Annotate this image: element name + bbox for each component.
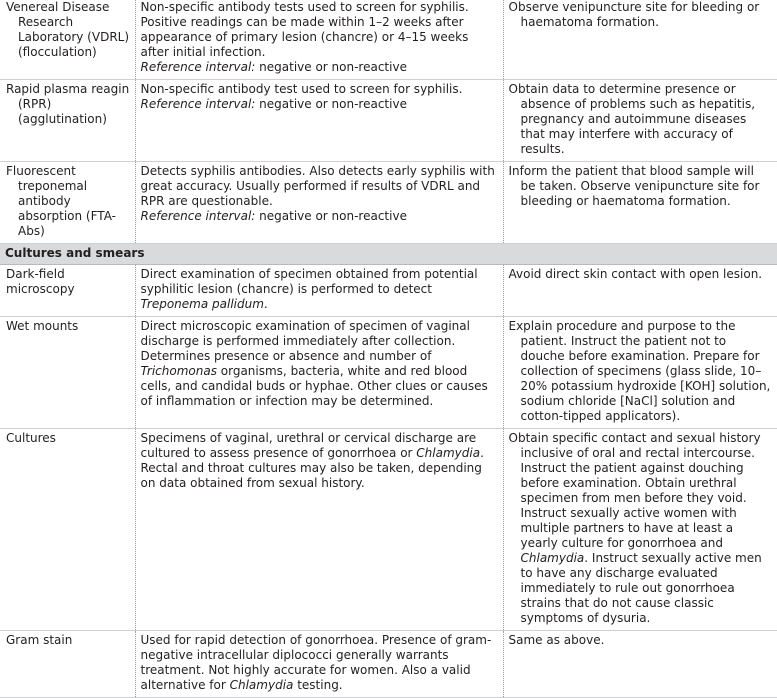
test-description: Direct examination of specimen obtained from potential syphilitic lesion (chancre) is performed to detect Treponema pallidum. (135, 265, 503, 317)
test-description: Direct microscopic examination of specimen of vaginal discharge is performed immediately after collection. Determines presence or absence and number of Trichomonas organisms, bacteria, white and red blood cells, and candidal buds or hyphae. Other clues or causes of inflammation or infection may be determined. (135, 317, 503, 429)
reference-label: Reference interval: (140, 97, 256, 111)
test-name: Venereal Disease Research Laboratory (VDRL) (flocculation) (0, 0, 135, 80)
test-name: Cultures (0, 429, 135, 631)
test-description: Non-specific antibody tests used to screen for syphilis. Positive readings can be made within 1–2 weeks after appearance of primary lesion (chancre) or 4–15 weeks after initial infection. Reference interval: negative or non-reactive (135, 0, 503, 80)
nursing-note: Observe venipuncture site for bleeding or haematoma formation. (503, 0, 777, 80)
test-description: Non-specific antibody test used to screen for syphilis. Reference interval: negative or non-reactive (135, 80, 503, 162)
test-name: Dark-field microscopy (0, 265, 135, 317)
section-title: Cultures and smears (0, 244, 777, 265)
table-row-rpr (0, 80, 777, 162)
nursing-note: Obtain specific contact and sexual history inclusive of oral and rectal intercourse. Instruct the patient against douching before examination. Obtain urethral specimen from men before they void. Instruct sexually active women with multiple partners to have at least a yearly culture for gonorrhoea and Chlamydia. Instruct sexually active men to have any discharge evaluated immediately to rule out gonorrhoea strains that do not cause classic symptoms of dysuria. (503, 429, 777, 631)
nursing-note: Inform the patient that blood sample will be taken. Observe venipuncture site for bleeding or haematoma formation. (503, 162, 777, 244)
nursing-note: Obtain data to determine presence or absence of problems such as hepatitis, pregnancy and autoimmune diseases that may interfere with accuracy of results. (503, 80, 777, 162)
table-row-gram-stain (0, 631, 777, 698)
test-description: Used for rapid detection of gonorrhoea. Presence of gram-negative intracellular diplococci generally warrants treatment. Not highly accurate for women. Also a valid alternative for Chlamydia testing. (135, 631, 503, 698)
test-name: Fluorescent treponemal antibody absorption (FTA-Abs) (0, 162, 135, 244)
test-name: Rapid plasma reagin (RPR) (agglutination) (0, 80, 135, 162)
table-row-fta (0, 162, 777, 244)
test-description: Detects syphilis antibodies. Also detects early syphilis with great accuracy. Usually performed if results of VDRL and RPR are questionable. Reference interval: negative or non-reactive (135, 162, 503, 244)
nursing-note: Explain procedure and purpose to the patient. Instruct the patient not to douche before examination. Prepare for collection of specimens (glass slide, 10–20% potassium hydroxide [KOH] solution, sodium chloride [NaCl] solution and cotton-tipped applicators). (503, 317, 777, 429)
table-row-cultures (0, 429, 777, 631)
table-row-vdrl (0, 0, 777, 80)
reference-label: Reference interval: (140, 209, 256, 223)
table-row-darkfield (0, 265, 777, 317)
table-row-wet-mounts (0, 317, 777, 429)
reference-label: Reference interval: (140, 60, 256, 74)
test-name: Gram stain (0, 631, 135, 698)
section-header (0, 244, 777, 265)
test-description: Specimens of vaginal, urethral or cervical discharge are cultured to assess presence of gonorrhoea or Chlamydia. Rectal and throat cultures may also be taken, depending on data obtained from sexual history. (135, 429, 503, 631)
nursing-note: Avoid direct skin contact with open lesion. (503, 265, 777, 317)
nursing-note: Same as above. (503, 631, 777, 698)
test-name: Wet mounts (0, 317, 135, 429)
